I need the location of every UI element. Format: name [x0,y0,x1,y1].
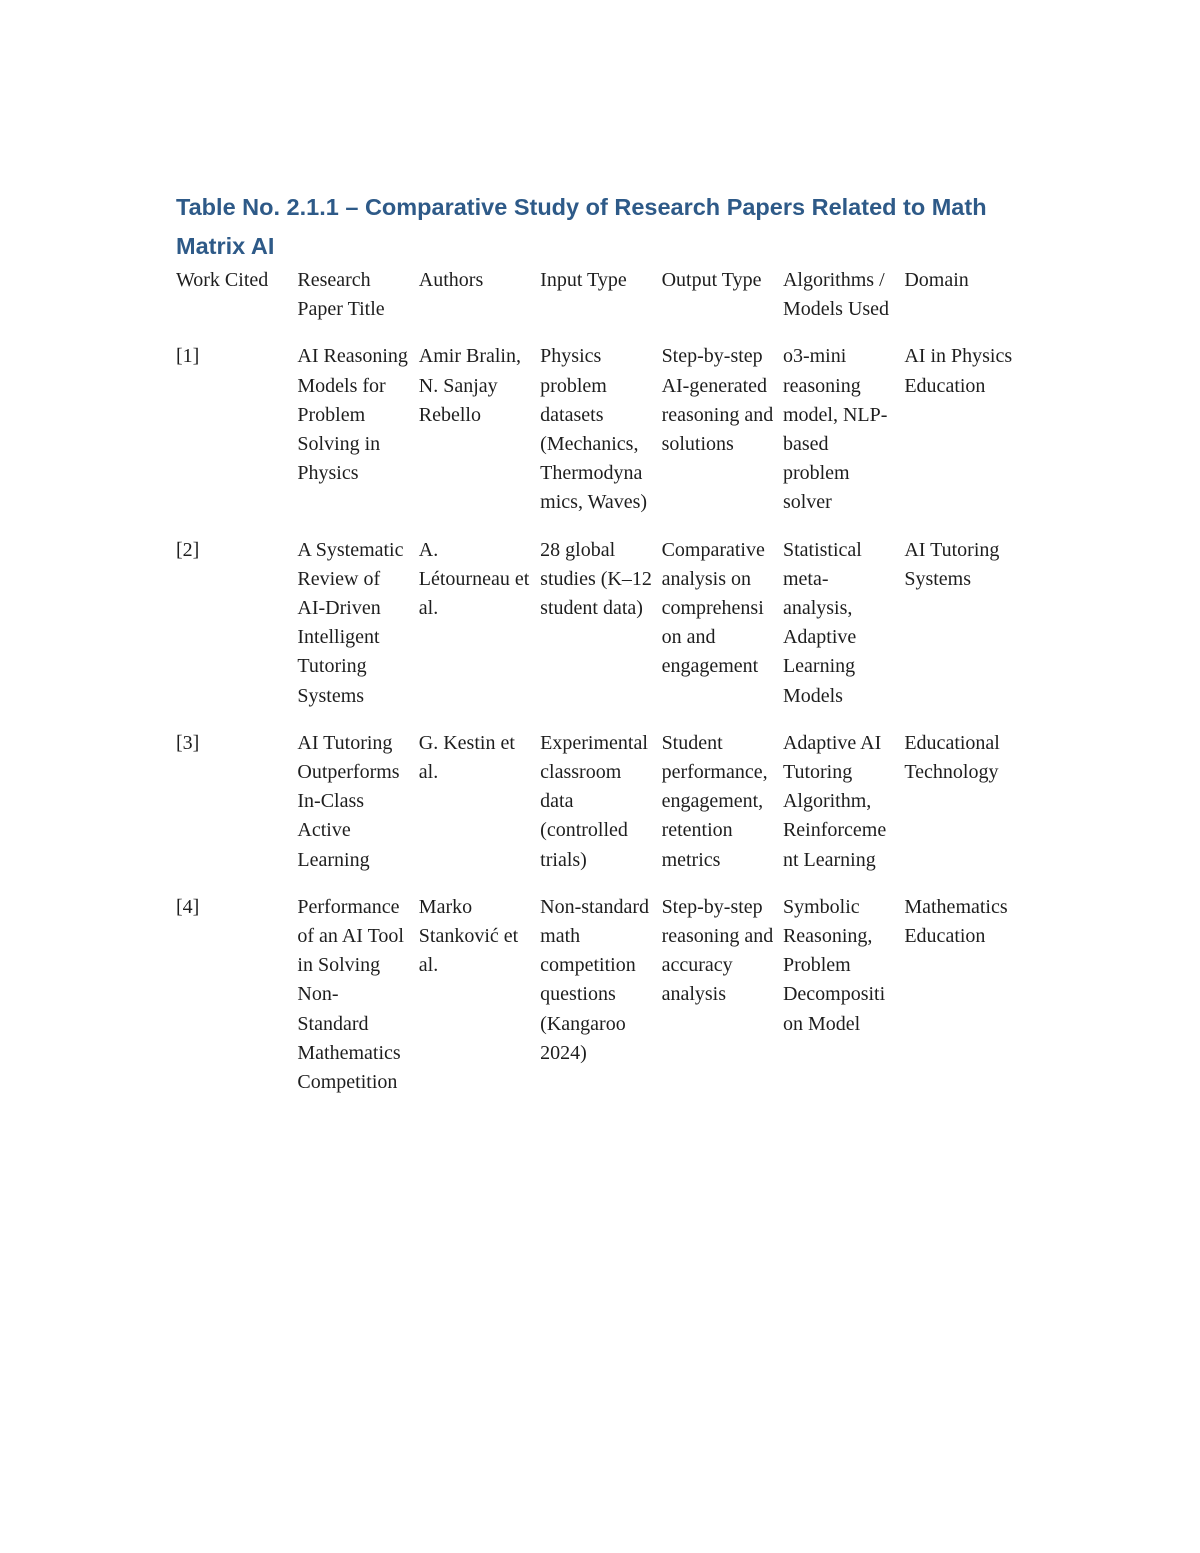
cell-work-cited: [4] [176,895,200,918]
cell-output-type: Comparative analysis on comprehension and engagement [661,538,765,678]
header-work-cited: Work Cited [176,269,269,291]
table-title-line-2: Matrix AI [176,233,275,259]
header-research-paper-title: Research Paper Title [297,269,385,321]
cell-domain: Mathematics Education [904,895,1008,948]
header-authors: Authors [418,269,484,291]
cell-paper-title: Performance of an AI Tool in Solving Non-Standard Mathematics Competition [297,895,404,1094]
cell-work-cited: [1] [176,345,200,368]
table-row [176,536,1026,729]
table-row [176,893,1026,1115]
cell-authors: A. Létourneau et al. [418,538,530,620]
cell-work-cited: [3] [176,731,200,754]
cell-algorithms: o3-mini reasoning model, NLP-based problem solver [782,345,888,514]
cell-work-cited: [2] [176,538,200,561]
cell-paper-title: AI Reasoning Models for Problem Solving in Physics [297,345,408,485]
cell-output-type: Step-by-step AI-generated reasoning and solutions [661,345,774,456]
comparative-study-table [176,266,1026,1115]
cell-domain: AI in Physics Education [904,345,1013,397]
cell-output-type: Step-by-step reasoning and accuracy analysis [661,895,774,1006]
table-header-row [176,266,1026,342]
table-row [176,729,1026,893]
cell-paper-title: AI Tutoring Outperforms In-Class Active Learning [297,731,400,871]
cell-domain: Educational Technology [904,731,1000,784]
cell-authors: G. Kestin et al. [418,731,515,784]
cell-input-type: 28 global studies (K–12 student data) [540,538,652,620]
cell-input-type: Physics problem datasets (Mechanics, Thermodynamics, Waves) [540,345,648,514]
header-domain: Domain [904,269,969,291]
table-row [176,342,1026,535]
cell-domain: AI Tutoring Systems [904,538,1000,590]
cell-authors: Amir Bralin, N. Sanjay Rebello [418,345,521,426]
header-output-type: Output Type [661,269,762,291]
cell-input-type: Non-standard math competition questions (Kangaroo 2024) [540,895,650,1064]
cell-input-type: Experimental classroom data (controlled trials) [540,731,648,871]
cell-paper-title: A Systematic Review of AI-Driven Intelligent Tutoring Systems [297,538,404,707]
table-title [176,188,1026,266]
table-title-line-1: Table No. 2.1.1 – Comparative Study of Research Papers Related to Math [176,194,987,220]
header-input-type: Input Type [540,269,627,291]
cell-algorithms: Statistical meta-analysis, Adaptive Learning Models [782,538,862,707]
cell-output-type: Student performance, engagement, retention metrics [661,731,768,871]
cell-algorithms: Adaptive AI Tutoring Algorithm, Reinforcement Learning [782,731,887,871]
header-algorithms-models: Algorithms / Models Used [782,269,890,321]
cell-authors: Marko Stanković et al. [418,895,519,977]
cell-algorithms: Symbolic Reasoning, Problem Decomposition Model [782,895,886,1035]
